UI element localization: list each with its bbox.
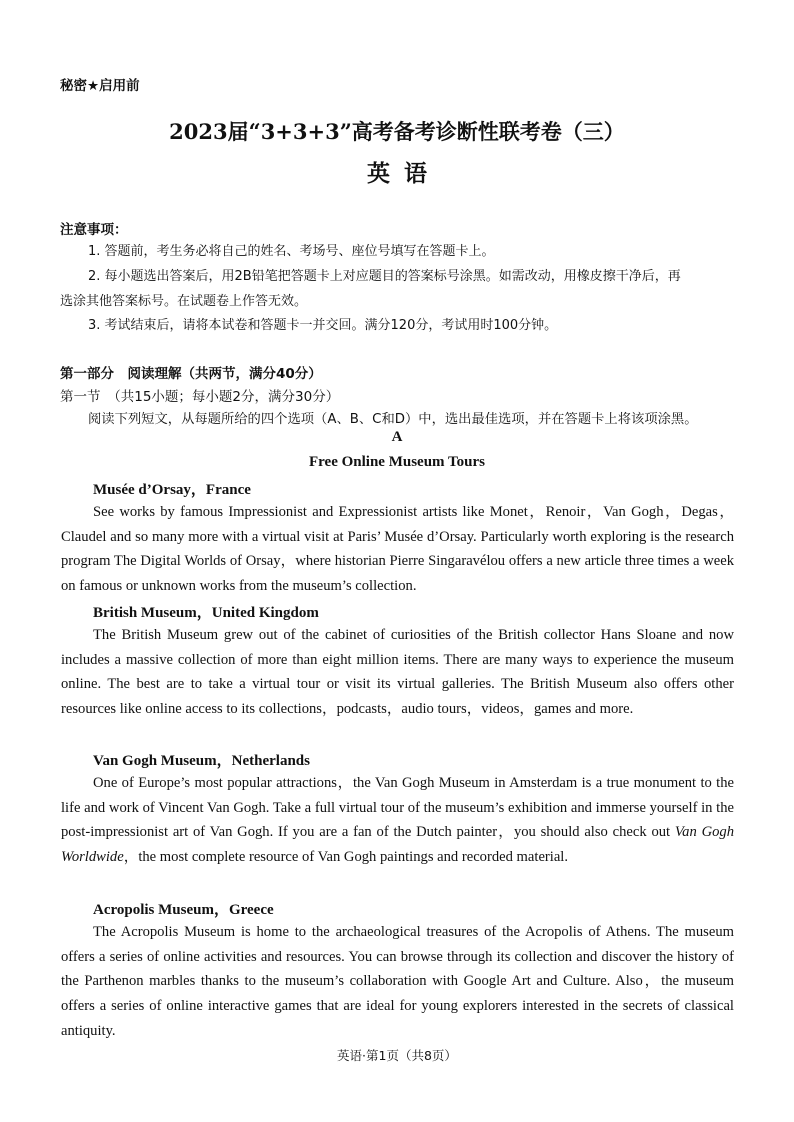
notice-item-1: 1. 答题前，考生务必将自己的姓名、考场号、座位号填写在答题卡上。	[88, 244, 495, 259]
passage-title: Free Online Museum Tours	[309, 454, 485, 470]
museum-text-vangogh	[61, 771, 734, 870]
vangogh-worldwide-title: Van Gogh Worldwide	[61, 824, 735, 866]
secret-label: 秘密★启用前	[60, 78, 140, 94]
exam-title: 2023届“3+3+3”高考备考诊断性联考卷（三）	[169, 119, 625, 144]
notice-item-2-cont: 选涂其他答案标号。在试题卷上作答无效。	[60, 294, 308, 309]
subject-title: 英语	[367, 160, 441, 187]
museum-heading-acropolis: Acropolis Museum，Greece	[93, 902, 274, 918]
museum-text-british: The British Museum grew out of the cabinet of curiosities of the British collector Hans Sloane and now includes a massive collection of more than eight million items. There are many ways to experience the museum online. The best are to take a virtual tour or visit its virtual galleries. The British Museum also offers other resources like online access to its collections，podcasts，audio tours，videos，games and more.	[61, 627, 734, 718]
notice-item-3: 3. 考试结束后，请将本试卷和答题卡一并交回。满分120分，考试用时100分钟。	[88, 318, 558, 333]
passage-letter: A	[391, 429, 403, 445]
vangogh-text-part1: One of Europe’s most popular attractions，the Van Gogh Museum in Amsterdam is a true monument to the life and work of Vincent Van Gogh. Take a full virtual tour of the museum’s exhibition and immerse yourself in the post-impressionist art of Van Gogh. If you are a fan of the Dutch painter，you should also check out	[61, 775, 734, 841]
notice-item-2: 2. 每小题选出答案后，用2B铅笔把答题卡上对应题目的答案标号涂黑。如需改动，用橡皮擦干净后，再	[88, 269, 681, 284]
museum-heading-british: British Museum，United Kingdom	[93, 605, 319, 621]
page-footer: 英语·第1页（共8页）	[337, 1048, 457, 1063]
museum-text-acropolis: The Acropolis Museum is home to the archaeological treasures of the Acropolis of Athens. The museum offers a series of online activities and resources. You can browse through its collection and discover the history of the Parthenon marbles thanks to the museum’s collaboration with Google Art and Culture. Also，the museum offers a series of online interactive games that are ideal for young explorers interested in the secrets of classical antiquity.	[61, 924, 734, 1039]
museum-heading-orsay: Musée d’Orsay，France	[93, 482, 251, 498]
reading-instruction: 阅读下列短文，从每题所给的四个选项（A、B、C和D）中，选出最佳选项，并在答题卡上将该项涂黑。	[88, 412, 698, 427]
museum-heading-vangogh: Van Gogh Museum，Netherlands	[93, 753, 310, 769]
vangogh-text-part2: ，the most complete resource of Van Gogh paintings and recorded material.	[123, 849, 569, 866]
museum-text-orsay: See works by famous Impressionist and Expressionist artists like Monet，Renoir，Van Gogh，Degas，Claudel and so many more with a virtual visit at Paris’ Musée d’Orsay. Particularly worth exploring is the research program The Digital Worlds of Orsay，where historian Pierre Singaravélou offers a new article three times a week on famous or unknown works from the museum’s collection.	[61, 504, 734, 595]
notice-heading: 注意事项：	[60, 222, 128, 238]
part-one-heading: 第一部分 阅读理解（共两节，满分40分）	[60, 366, 322, 382]
section-one-heading: 第一节 （共15小题；每小题2分，满分30分）	[60, 389, 340, 405]
